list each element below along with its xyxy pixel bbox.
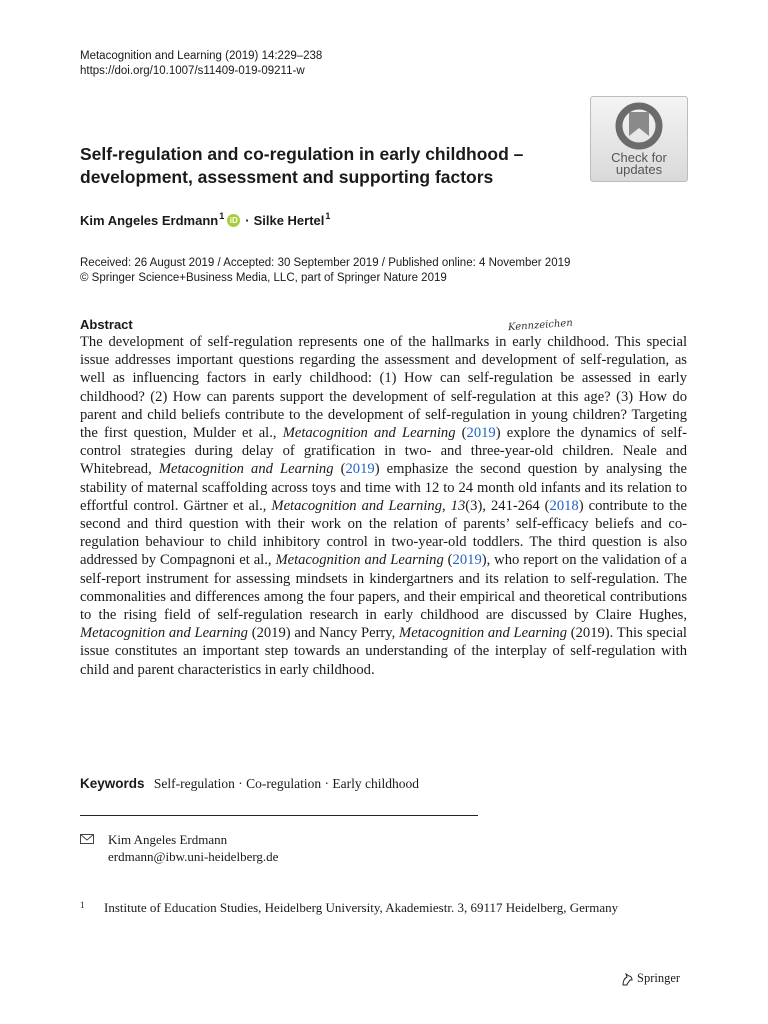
copyright-line: © Springer Science+Business Media, LLC, part of Springer Nature 2019 [80, 272, 447, 284]
citation-link[interactable]: 2018 [549, 497, 579, 514]
received-date: Received: 26 August 2019 [80, 257, 215, 269]
author-list [80, 210, 331, 228]
article-title: Self-regulation and co-regulation in early childhood – development, assessment and supporting factors [80, 144, 524, 187]
journal-ref: Metacognition and Learning, 13 [271, 497, 466, 514]
journal-meta [80, 49, 322, 79]
check-for-updates-badge[interactable] [590, 96, 688, 182]
author-name[interactable]: Silke Hertel [253, 213, 325, 228]
journal-ref: Metacognition and Learning [80, 625, 248, 642]
affiliation-number: 1 [80, 900, 85, 910]
keywords [80, 776, 419, 792]
journal-ref: Metacognition and Learning [275, 552, 444, 569]
publisher-name: Springer [637, 971, 681, 985]
publication-dates: Received: 26 August 2019 / Accepted: 30 September 2019 / Published online: 4 November 2019 © Springer Science+Business Media, LLC, part of Springer Nature 2019 [80, 257, 571, 284]
citation-link[interactable]: 2019 [466, 425, 496, 442]
orcid-icon[interactable]: iD [227, 214, 240, 227]
springer-horse-icon [620, 972, 634, 986]
author-separator: · [245, 213, 250, 228]
abstract-text: The development of self-regulation represents one of the hallmarks in early childhood. This special issue addresses important questions regarding the assessment and development of self-regulation, as well as influencing factors in early childhood: (1) How can self-regulation be assessed in early childhood? (2) How can parents support the development of self-regulation at this age? (3) How do parent and child beliefs contribute to the development of self-regulation in young children? Targeting the first question, Mulder et al., Metacognition and Learning (2019) explore the dynamics of self-control strategies during delay of gratification in two- and three-year-old children. Neale and Whitebread, Metacognition and Learning (2019) emphasize the second question by analysing the stability of maternal scaffolding across toys and time with 12 to 24 month old infants and its relation to effortful control. Gärtner et al., Metacognition and Learning, 13(3), 241-264 (2018) contribute to the second and third question with their work on the relation of parents’ self-efficacy beliefs and co-regulation behaviour to child inhibitory control in two-year-old toddlers. The third question is also addressed by Compagnoni et al., Metacognition and Learning (2019), who report on the validation of a self-report instrument for assessing mindsets in kindergartners and its relation to self-regulation. The commonalities and differences among the four papers, and their empirical and theoretical contributions to the rising field of self-regulation research in early childhood are discussed by Claire Hughes, Metacognition and Learning (2019) and Nancy Perry, Metacognition and Learning (2019). This special issue constitutes an important step towards an understanding of the interplay of self-regulation with child and parent characteristics in early childhood. [80, 334, 687, 678]
published-date: Published online: 4 November 2019 [388, 257, 571, 269]
journal-citation: Metacognition and Learning (2019) 14:229–238 [80, 50, 323, 62]
keywords-list: Self-regulation · Co-regulation · Early childhood [153, 776, 419, 791]
envelope-icon [80, 831, 102, 848]
contact-email[interactable]: erdmann@ibw.uni-heidelberg.de [108, 849, 279, 864]
publisher-logo [620, 971, 680, 986]
citation-link[interactable]: 2019 [452, 552, 482, 569]
accepted-date: Accepted: 30 September 2019 [223, 257, 379, 269]
affiliation [80, 900, 618, 916]
crossmark-label: Check for updates [611, 150, 667, 177]
handwritten-note: Kennzeichen [507, 317, 574, 334]
doi-link[interactable]: https://doi.org/10.1007/s11409-019-09211-w [80, 65, 305, 77]
journal-ref: Metacognition and Learning [399, 625, 568, 642]
corresponding-author [80, 831, 278, 865]
affiliation-text: Institute of Education Studies, Heidelberg University, Akademiestr. 3, 69117 Heidelberg, Germany [104, 900, 619, 915]
footnote-divider [80, 815, 478, 816]
contact-name: Kim Angeles Erdmann [108, 832, 228, 847]
author-affil-ref: 1 [219, 210, 225, 221]
journal-ref: Metacognition and Learning [282, 425, 456, 442]
keywords-label: Keywords [80, 776, 145, 791]
author-affil-ref: 1 [325, 210, 331, 221]
author-name[interactable]: Kim Angeles Erdmann [80, 213, 219, 228]
abstract-heading: Abstract [80, 317, 133, 332]
citation-link[interactable]: 2019 [345, 461, 375, 478]
crossmark-icon [613, 102, 665, 150]
journal-ref: Metacognition and Learning [158, 461, 334, 478]
